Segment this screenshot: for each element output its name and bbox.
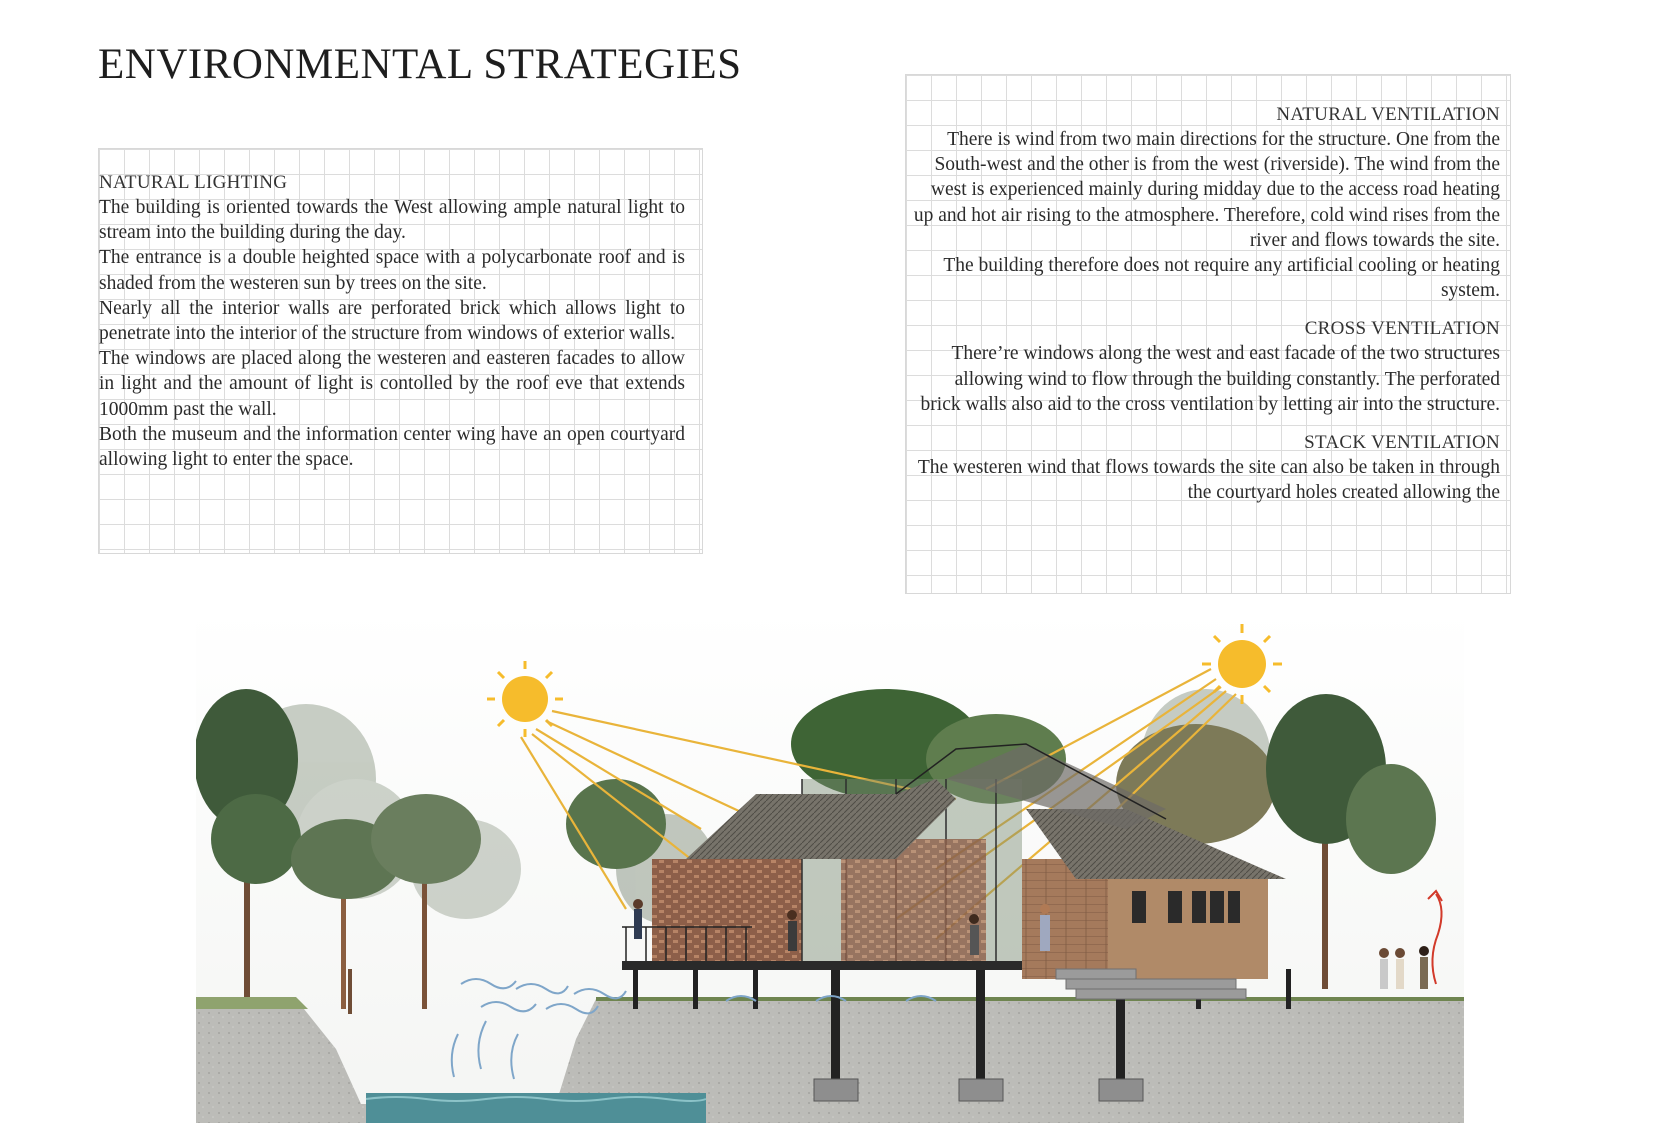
natural-lighting-paragraph: Both the museum and the information center wing have an open courtyard allowing light to enter the space.: [99, 423, 685, 471]
natural-lighting-panel: [98, 148, 703, 554]
natural-lighting-paragraph: Nearly all the interior walls are perforated brick which allows light to penetrate into the interior of the structure from windows of exterior walls.: [99, 297, 685, 345]
cross-ventilation-heading: CROSS VENTILATION: [1304, 318, 1500, 340]
stack-ventilation-heading: STACK VENTILATION: [1304, 432, 1500, 454]
natural-ventilation-paragraph: The building therefore does not require any artificial cooling or heating system.: [943, 255, 1500, 302]
natural-ventilation-paragraph: There is wind from two main directions for the structure. One from the South-west and the other is from the west (riverside). The wind from the west is experienced mainly during midday due to the access road heating up and hot air rising to the atmosphere. Therefore, cold wind rises from the river and flows towards the site.: [913, 129, 1500, 251]
ventilation-panel: [905, 74, 1511, 594]
ventilation-text: [910, 103, 1500, 505]
natural-ventilation-heading: NATURAL VENTILATION: [1276, 104, 1500, 125]
natural-lighting-text: [99, 171, 685, 472]
cross-ventilation-paragraph: There’re windows along the west and east facade of the two structures allowing wind to flow through the building constantly. The perforated brick walls also aid to the cross ventilation by letting air into the structure.: [920, 343, 1500, 415]
natural-lighting-heading: NATURAL LIGHTING: [99, 172, 288, 193]
natural-lighting-paragraph: The windows are placed along the westeren and easteren facades to allow in light and the amount of light is contolled by the roof eve that extends 1000mm past the wall.: [99, 348, 685, 420]
natural-lighting-paragraph: The entrance is a double heighted space with a polycarbonate roof and is shaded from the westeren sun by trees on the site.: [99, 247, 685, 294]
stack-ventilation-paragraph: The westeren wind that flows towards the site can also be taken in through the courtyard holes created allowing the: [917, 457, 1500, 504]
perforated-brick-wall: [652, 859, 802, 961]
natural-lighting-paragraph: The building is oriented towards the West allowing ample natural light to stream into the building during the day.: [99, 197, 685, 244]
building-section-illustration: [196, 609, 1464, 1123]
page-title: ENVIRONMENTAL STRATEGIES: [98, 41, 742, 88]
